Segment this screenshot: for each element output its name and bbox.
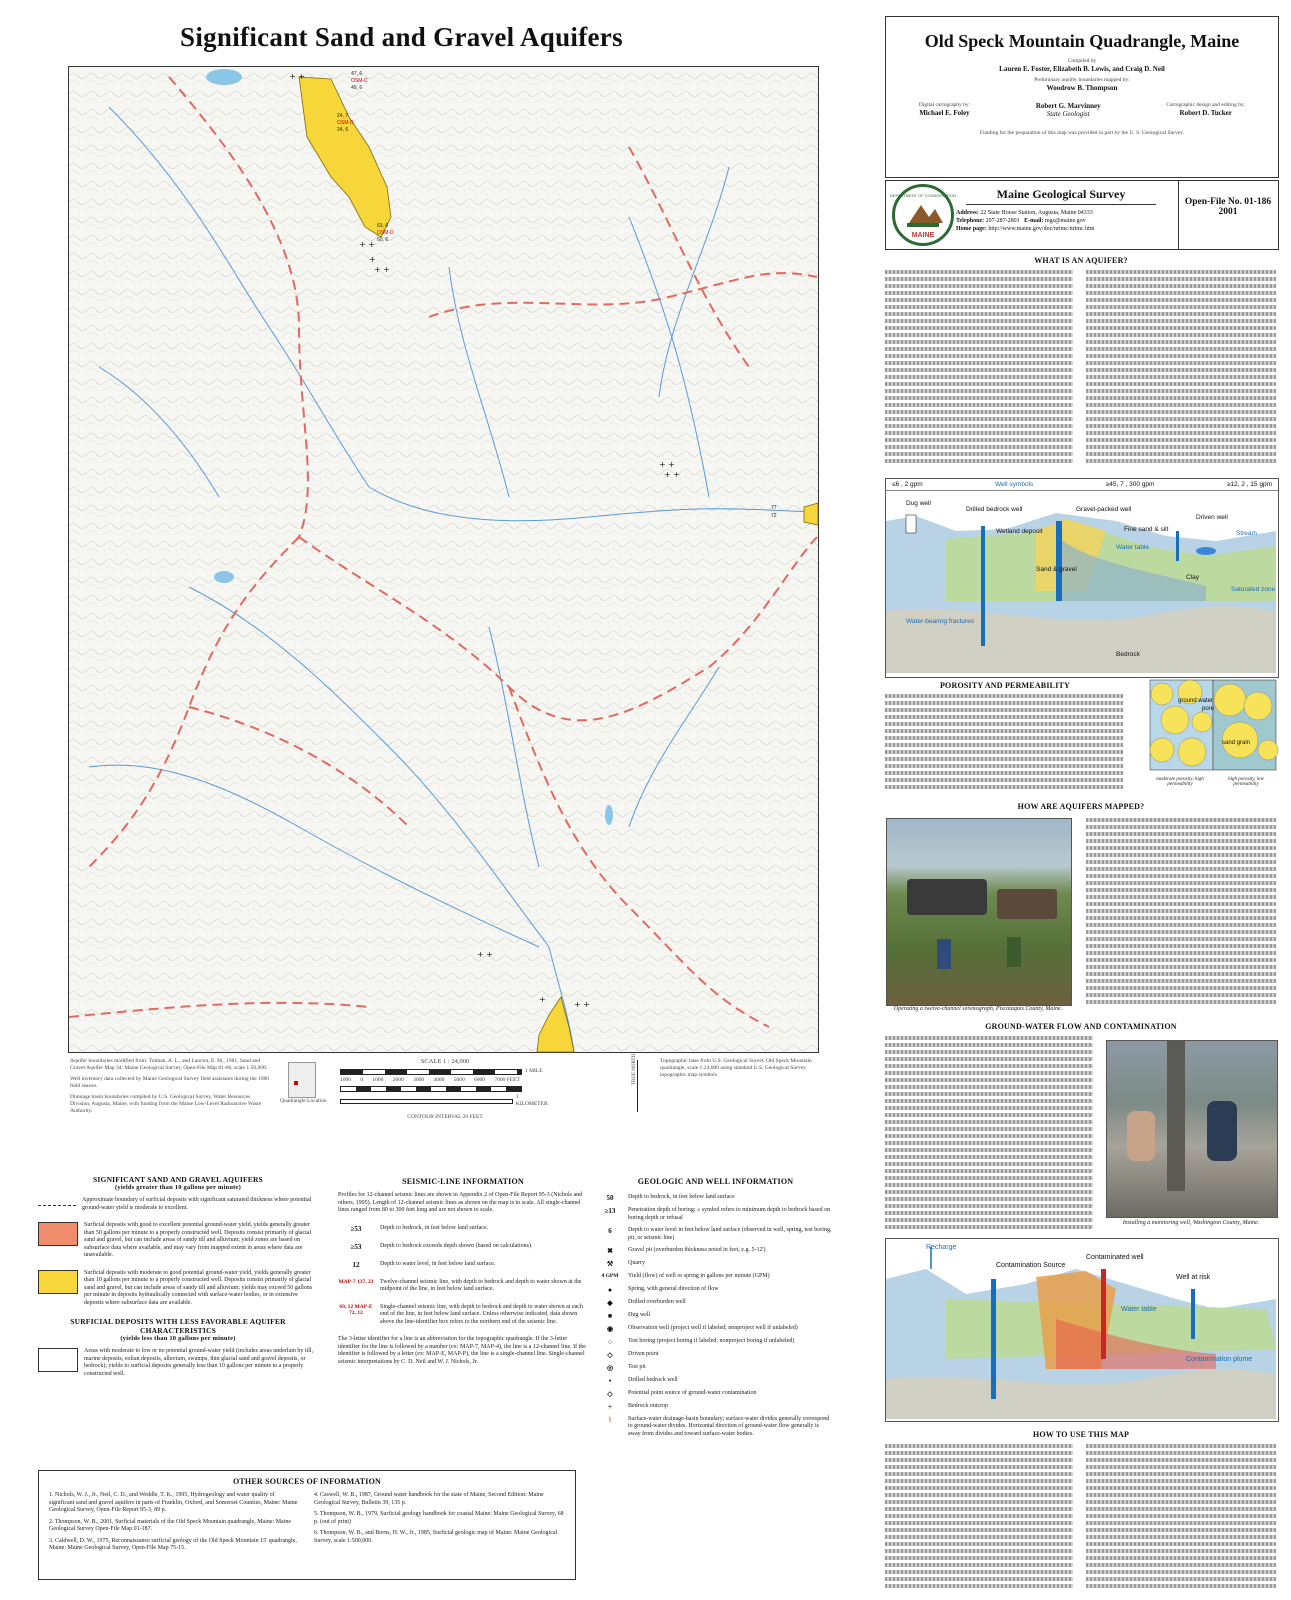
svg-text:Water-bearing fractures: Water-bearing fractures [906,618,975,625]
svg-text:Recharge: Recharge [926,1244,957,1251]
svg-text:Drilled bedrock well: Drilled bedrock well [966,506,1023,513]
monitoring-well-photo [1106,1040,1278,1218]
open-file-number: Open-File No. 01-186 [1184,197,1272,207]
moderate-yield-swatch [38,1270,78,1294]
svg-text:MAINE: MAINE [911,232,935,239]
svg-text:OSM-D: OSM-D [377,230,394,236]
svg-text:+ +: + + [574,1000,590,1009]
svg-text:+ +: + + [289,72,305,81]
svg-text:Stream: Stream [1236,530,1257,537]
credits-aquifer: Aquifer boundaries modified from: Tolman, A. L., and Lanctot, E. M., 1981, Sand and Gravel Aquifer Map 34: Maine Geological Survey, Open-File Map 81-66, scale 1:50,000. [70,1058,268,1071]
svg-text:Clay: Clay [1186,574,1200,581]
aquifer-text-right [1086,270,1276,466]
north-label: TRUE NORTH [632,1053,637,1085]
svg-text:Water table: Water table [1121,1306,1157,1313]
compilers: Lauren E. Foster, Elizabeth B. Lewis, and Craig D. Neil [999,65,1165,73]
use-text-left [885,1444,1073,1590]
svg-text:+ +: + + [374,265,390,274]
aquifer-cross-section-diagram: ≤6 , 2 gpm Well symbols ≥45, 7 , 300 gpm ≥12, 2 , 15 gpm Dug well Drilled bedrock well Gravel-packed well Wetland deposit Fine sand & silt Driven well Stream Water table Sand & gravel Clay Saturated zone Water-bearing fractures Bedrock [885,478,1279,678]
credits-topographic: Topographic base from U.S. Geological Survey Old Speck Mountain quadrangle, scale 1:24,000 using standard U.S. Geological Survey topographic map symbols. [660,1058,812,1078]
flow-text [885,1036,1093,1232]
credits-drainage: Drainage basin boundaries compiled by U.S. Geological Survey, Water Resources Division, Augusta, Maine, with funding from the Maine Low-Level Radioactive Waste Authority. [70,1094,262,1114]
boundary-symbol [38,1205,76,1206]
aquifer-section-title: WHAT IS AN AQUIFER? [1034,256,1128,265]
svg-text:pore: pore [1202,706,1215,712]
svg-text:OSM-C: OSM-C [351,78,368,84]
seismic-intro: Profiles for 12-channel seismic lines are shown in Appendix 2 of Open-File Report 95-3 (Nichols and others, 1995). Length of 12-channel seismic lines as shown on the map is to scale. All single-channel lines ranged from 80 to 300 feet long and are not shown to scale. [338,1192,583,1213]
svg-text:+ +: + + [359,240,375,249]
svg-text:49, 6: 49, 6 [351,85,363,91]
svg-text:Contaminated well: Contaminated well [1086,1254,1144,1261]
legend-item-low: Areas with moderate to low or no potential ground-water yield (includes areas underlain by till, marine deposits, eolian deposits, alluvium, swamps, thin glacial sand and gravel deposits, or bedrock); yields to surficial deposits generally less than 10 gallons per minute to a properly constructed well. [84,1348,314,1377]
quadrangle-location-map [288,1062,316,1098]
svg-text:Dug well: Dug well [906,500,931,507]
svg-text:Water table: Water table [1116,544,1149,551]
legend-item-moderate: Surficial deposits with moderate to good potential ground-water yield, yields generally greater than 10 gallons per minute to a properly constructed well. Deposits consist primarily of glacial sand and gravel, but can include areas of sandy till and alluvium; yields may exceed 50 gallons per minute in deposits hydraulically connected with surface-water bodies, or in extensive deposits where subsurface data are available. [84,1269,313,1306]
svg-text:+ +: + + [664,470,680,479]
legend-subtitle: (yields greater than 10 gallons per minute) [115,1184,241,1191]
svg-text:Well at risk: Well at risk [1176,1274,1211,1281]
svg-text:24, 7: 24, 7 [337,113,349,119]
flow-section-title: GROUND-WATER FLOW AND CONTAMINATION [985,1022,1177,1031]
credits-wells: Well inventory data collected by Maine Geological Survey field assistants during the 1980 field season. [70,1076,270,1089]
svg-text:63, 6: 63, 6 [377,223,389,229]
svg-text:+: + [539,995,546,1004]
publication-year: 2001 [1218,207,1238,217]
contamination-diagram [885,1238,1279,1422]
use-text-right [1086,1444,1276,1590]
survey-name: Maine Geological Survey [966,187,1156,205]
seismograph-photo [886,818,1072,1006]
low-yield-swatch [38,1348,78,1372]
seismic-title: SEISMIC-LINE INFORMATION [402,1177,524,1186]
legend-item-boundary: Approximate boundary of surficial deposits with significant saturated thickness where potential ground-water yield is moderate to excellent. [82,1197,312,1211]
svg-text:Sand & gravel: Sand & gravel [1036,566,1077,573]
mapped-text [1086,818,1276,1010]
homepage-link[interactable]: http://www.maine.gov/doc/nrimc/nrimc.htm [988,226,1095,232]
other-sources-box: OTHER SOURCES OF INFORMATION 1. Nichols, W. J., Jr., Neil, C. D., and Weddle, T. K., 1995, Hydrogeology and water quality of significant sand and gravel aquifers in parts of Franklin, Oxford, and Somerset Counties, Maine: Maine Geological Survey, Open-File Report 95-3, 89 p. 2. Thompson, W. B., 2001, Surficial materials of the Old Speck Mountain quadrangle, Maine: Maine Geological Survey Open-File Map 01-187. 3. Caldwell, D. W., 1975, Reconnaissance surficial geology of the Old Speck Mountain 15' quadrangle, Maine: Maine Geological Survey, Open-File Map 75-15. 4. Caswell, W. B., 1987, Ground water handbook for the state of Maine, Second Edition: Maine Geological Survey, Bulletin 39, 135 p. 5. Thompson, W. B., 1979, Surficial geology handbook for coastal Maine: Maine Geological Survey, 68 p. (out of print) 6. Thompson, W. B., and Borns, H. W., Jr., 1985, Surficial geologic map of Maine: Maine Geological Survey, scale 1:500,000. [38,1470,576,1580]
svg-text:ground water: ground water [1178,698,1214,704]
seismic-note: The 3-letter identifier for a line is an abbreviation for the topographic quadrangle. If the 3-letter identifier for the line is followed by a number (ex: MAP-7, MAP-4), the line is a 12-channel line. If the identifier is followed by a letter (ex: MAP-E, MAP-P), the line is a single-channel line. Single-channel seismic interpretations by C. D. Neil and W. J. Nichols, Jr. [338,1336,586,1365]
legend-title-2: SURFICIAL DEPOSITS WITH LESS FAVORABLE AQUIFER CHARACTERISTICS [70,1317,286,1335]
svg-text:DEPARTMENT OF CONSERVATION: DEPARTMENT OF CONSERVATION [889,193,957,198]
quadrangle-location-label: Quadrangle Location [280,1098,327,1104]
topographic-map[interactable] [68,66,819,1053]
svg-text:+: + [369,255,376,264]
porosity-diagram: ground water pore sand grain moderate porosity, high permeability high porosity, low permeability [1150,680,1276,784]
svg-text:Saturated zone: Saturated zone [1231,586,1276,593]
svg-text:47, 6: 47, 6 [351,71,363,77]
legend-subtitle-2: (yields less than 10 gallons per minute) [120,1335,236,1342]
porosity-text [885,694,1123,794]
legend-item-high: Surficial deposits with good to excellent potential ground-water yield, yields generally greater than 50 gallons per minute to a properly constructed well. Deposits consist primarily of glacial sand and gravel, but can include areas of sandy till and alluvium; yield zones are based on subsurface data where available, and may vary from mapped extent in areas where data are unavailable. [84,1222,312,1258]
high-yield-swatch [38,1222,78,1246]
svg-text:24, 6: 24, 6 [337,127,349,133]
svg-text:Gravel-packed well: Gravel-packed well [1076,506,1132,513]
legend-title: SIGNIFICANT SAND AND GRAVEL AQUIFERS [93,1175,263,1184]
scale-bar: SCALE 1 : 24,000 1 MILE 1000 0 1000 2000 3000 4000 5000 6000 7000 FEET 1 KILOMETER CONTOUR INTERVAL 20 FEET [340,1058,548,1120]
aquifer-text-left [885,270,1073,466]
survey-block: MAINE DEPARTMENT OF CONSERVATION Maine Geological Survey Address: 22 State House Station, Augusta, Maine 04333 Telephone: 207-287-2801 E-mail: mgs@maine.gov Home page: http://www.maine.gov/doc/nrimc/nrimc.htm Open-File No. 01-186 2001 [885,180,1279,250]
seismograph-caption: Operating a twelve-channel seismograph, Piscataquis County, Maine. [893,1006,1063,1012]
map-title: Significant Sand and Gravel Aquifers [180,22,623,52]
map-canvas [69,67,818,1052]
svg-text:+ +: + + [477,950,493,959]
svg-text:Wetland deposit: Wetland deposit [996,528,1043,535]
svg-text:Driven well: Driven well [1196,514,1228,521]
svg-text:Fine sand & silt: Fine sand & silt [1124,526,1169,533]
svg-text:72: 72 [771,513,777,519]
use-section-title: HOW TO USE THIS MAP [1032,1430,1130,1439]
svg-text:OSM-D: OSM-D [337,120,354,126]
porosity-section-title: POROSITY AND PERMEABILITY [939,681,1071,690]
monitoring-well-caption: Installing a monitoring well, Washington County, Maine. [1122,1220,1260,1226]
svg-text:77: 77 [771,505,777,511]
svg-text:Contamination Source: Contamination Source [996,1262,1066,1269]
maine-conservation-logo [889,184,957,246]
svg-text:+ +: + + [659,460,675,469]
svg-text:sand grain: sand grain [1222,740,1251,746]
svg-text:60, 6: 60, 6 [377,237,389,243]
mapped-section-title: HOW ARE AQUIFERS MAPPED? [1017,802,1145,811]
svg-text:Bedrock: Bedrock [1116,651,1140,658]
svg-text:Contamination plume: Contamination plume [1186,1356,1253,1363]
quadrangle-title: Old Speck Mountain Quadrangle, Maine [924,31,1240,51]
geologic-legend: GEOLOGIC AND WELL INFORMATION 50 Depth to bedrock, in feet below land surface ≥13 Penetration depth of boring; ≥ symbol refers to minimum depth to bedrock based on boring depth or refusal 6 Depth to water level in feet below land surface (observed in well, spring, test boring, pit, or seismic line) ✖ Gravel pit (overburden thickness noted in feet, e.g. 5-12') ⚒ Quarry 4 GPM Yield (flow) of well or spring in gallons per minute (GPM) ● Spring, with general direction of flow ◆ Drilled overburden well ■ Dug well ◉ Observation well (project well if labeled; nonproject well if unlabeled) ○ Test boring (project boring if labeled; nonproject boring if unlabeled) ◇ Driven point ◎ Test pit • Drilled bedrock well ◇ Potential point source of ground-water contamination + Bedrock outcrop ⌇ Surface-water drainage-basin boundary; surface-water divides generally correspond to ground-water divides. Horizontal direction of ground-water flow generally is away from divides and toward surface-water bodies. [601,1177,832,1437]
title-block: Old Speck Mountain Quadrangle, Maine Compiled by Lauren E. Foster, Elizabeth B. Lewis, and Craig D. Neil Preliminary aquifer boundaries mapped by: Woodrow B. Thompson Digital cartography by: Michael E. Foley Robert G. Marvinney State Geologist Cartographic design and editing by: Robert D. Tucker Funding for the preparation of this map was provided in part by the U. S. Geological Survey. [885,16,1279,178]
